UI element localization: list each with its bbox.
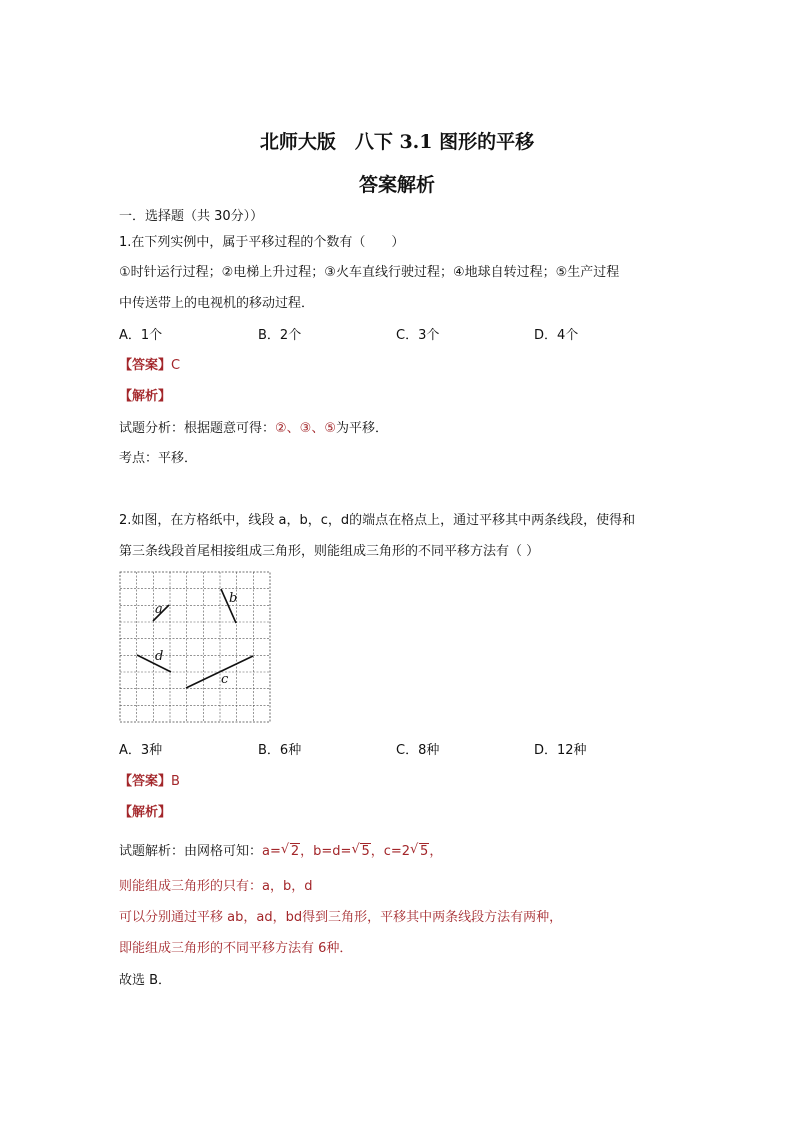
q2-option-a: A．3种 — [119, 743, 163, 758]
q1-kaodian: 考点：平移． — [119, 451, 198, 466]
q2-analysis-line2: 则能组成三角形的只有：a，b，d — [119, 879, 313, 894]
q2-stem-line1: 2.如图，在方格纸中，线段 a，b，c，d的端点在格点上，通过平移其中两条线段，使得和 — [119, 513, 636, 528]
section-heading: 一．选择题（共 30分）） — [119, 209, 264, 224]
q2-analysis-line4: 即能组成三角形的不同平移方法有 6种． — [119, 941, 353, 956]
grid-lines — [120, 572, 270, 722]
label-b: b — [229, 591, 238, 606]
q2-option-d: D．12种 — [534, 743, 587, 758]
eq-end: ， — [429, 844, 443, 859]
answer-value: C — [171, 358, 181, 373]
sqrt-2: √ 2 — [280, 842, 300, 859]
eq-c-label: ，c=2 — [370, 844, 411, 859]
eq-bd-label: ，b=d= — [300, 844, 352, 859]
q1-option-a: A．1个 — [119, 328, 163, 343]
analysis-prefix: 试题分析：根据题意可得： — [119, 421, 276, 436]
analysis-highlight: ②、③、⑤ — [275, 421, 336, 436]
label-c: c — [221, 672, 229, 687]
q2-answer — [119, 770, 180, 789]
segment-d — [137, 655, 171, 672]
q1-analysis-label: 【解析】 — [119, 389, 172, 404]
q2-analysis-label: 【解析】 — [119, 805, 172, 820]
eq-a-label: a= — [262, 844, 281, 859]
label-a: a — [155, 602, 163, 617]
q2-analysis-equation — [119, 840, 442, 859]
q2-stem-line2: 第三条线段首尾相接组成三角形，则能组成三角形的不同平移方法有（ ） — [119, 544, 540, 559]
document-subtitle: 答案解析 — [358, 174, 435, 196]
answer-label: 【答案】 — [119, 358, 172, 373]
q1-analysis — [119, 417, 388, 436]
q2-option-c: C．8种 — [396, 743, 440, 758]
grid-figure — [119, 571, 271, 723]
q1-stem: 1.在下列实例中，属于平移过程的个数有（ ） — [119, 235, 405, 250]
q1-option-d: D．4个 — [534, 328, 579, 343]
q2-analysis-line3: 可以分别通过平移 ab，ad，bd得到三角形，平移其中两条线段方法有两种， — [119, 910, 563, 925]
sqrt-5-c: √ 5 — [410, 842, 429, 859]
q1-desc-line1: ①时针运行过程；②电梯上升过程；③火车直线行驶过程；④地球自转过程；⑤生产过程 — [119, 265, 620, 280]
q2-option-b: B．6种 — [258, 743, 302, 758]
analysis-prefix: 试题解析：由网格可知： — [119, 844, 263, 859]
q1-desc-line2: 中传送带上的电视机的移动过程． — [119, 296, 315, 311]
grid-border — [120, 572, 270, 722]
q1-option-c: C．3个 — [396, 328, 440, 343]
answer-value: B — [171, 774, 180, 789]
answer-label: 【答案】 — [119, 774, 172, 789]
document-title: 北师大版 八下 3.1 图形的平移 — [259, 131, 535, 153]
label-d: d — [155, 649, 164, 664]
analysis-suffix: 为平移． — [335, 421, 388, 436]
sqrt-5-bd: √ 5 — [351, 842, 370, 859]
q1-answer — [119, 354, 180, 373]
q1-option-b: B．2个 — [258, 328, 302, 343]
q2-conclusion: 故选 B． — [119, 973, 172, 988]
